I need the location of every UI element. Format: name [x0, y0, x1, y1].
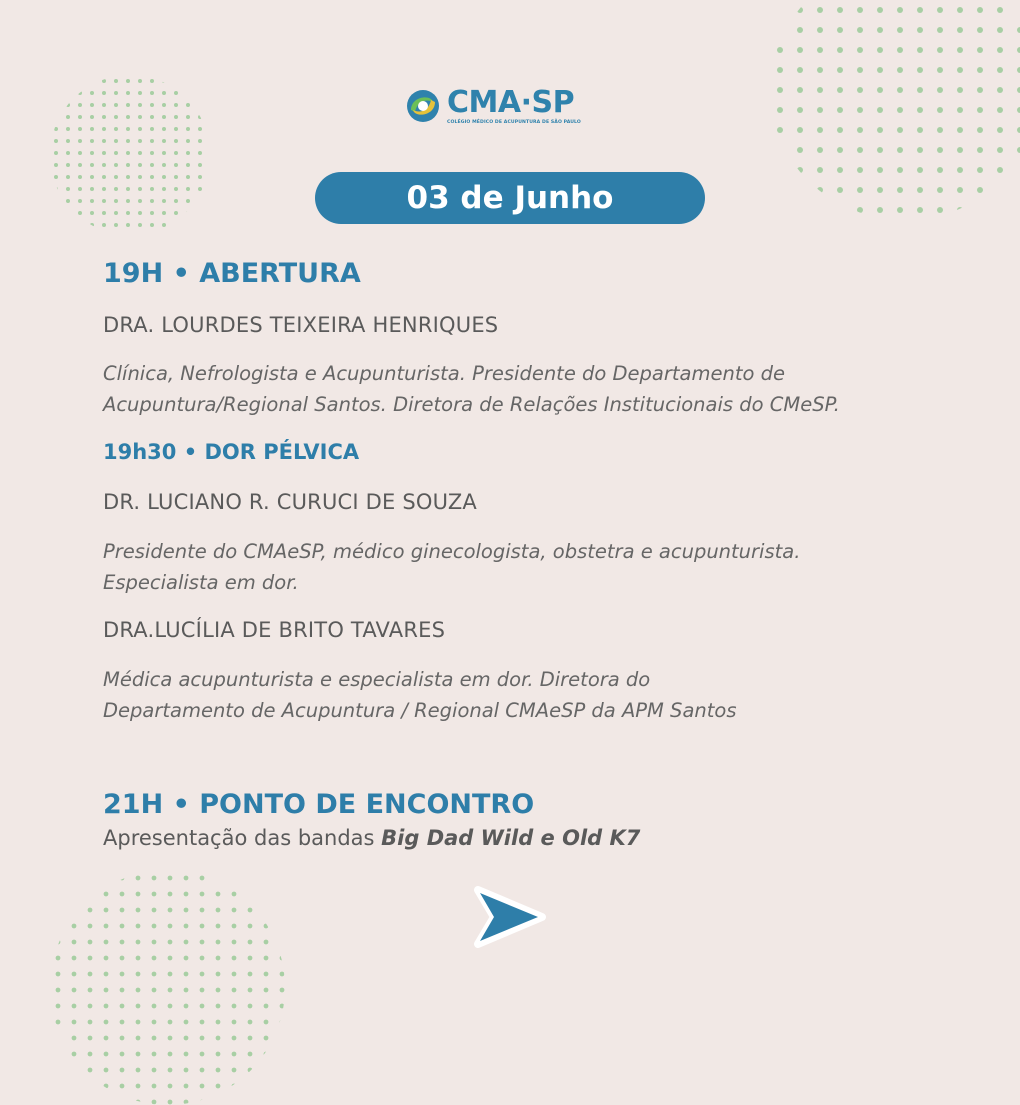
session-title: 19H • ABERTURA — [103, 258, 361, 289]
speaker-bio-line: Médica acupunturista e especialista em dor. Diretora do — [103, 668, 651, 691]
speaker-bio-line: Departamento de Acupuntura / Regional CMAeSP da APM Santos — [103, 699, 737, 722]
dot-pattern-bottom-left — [50, 870, 285, 1105]
description-prefix: Apresentação das bandas — [103, 826, 382, 850]
date-text: 03 de Junho — [406, 180, 614, 216]
speaker-bio-line: Especialista em dor. — [103, 571, 299, 594]
logo-tagline: COLÉGIO MÉDICO DE ACUPUNTURA DE SÃO PAULO — [447, 119, 581, 125]
date-banner — [315, 172, 705, 224]
speaker-name: DR. LUCIANO R. CURUCI DE SOUZA — [103, 490, 477, 514]
session-dor-pelvica — [103, 440, 953, 464]
band-names: Big Dad Wild e Old K7 — [381, 826, 641, 850]
session-title: 21H • PONTO DE ENCONTRO — [103, 789, 535, 820]
speaker-name: DRA. LOURDES TEIXEIRA HENRIQUES — [103, 313, 499, 337]
session-title: 19h30 • DOR PÉLVICA — [103, 440, 360, 464]
logo-mark-icon — [405, 88, 441, 124]
logo-name: CMA·SP — [447, 84, 575, 120]
next-arrow-icon[interactable] — [470, 884, 548, 950]
cmasp-logo — [405, 86, 620, 126]
speaker-name: DRA.LUCÍLIA DE BRITO TAVARES — [103, 618, 446, 642]
speaker-bio-line: Clínica, Nefrologista e Acupunturista. Presidente do Departamento de — [103, 362, 785, 385]
speaker-bio — [103, 664, 953, 726]
speaker-bio — [103, 358, 953, 420]
speaker-bio — [103, 536, 953, 598]
speaker-bio-line: Presidente do CMAeSP, médico ginecologista, obstetra e acupunturista. — [103, 540, 801, 563]
session-abertura — [103, 258, 953, 289]
dot-pattern-top-right — [770, 0, 1020, 220]
session-ponto-de-encontro — [103, 789, 953, 820]
speaker-bio-line: Acupuntura/Regional Santos. Diretora de Relações Institucionais do CMeSP. — [103, 393, 840, 416]
session-description — [103, 826, 953, 850]
dot-pattern-top-left — [50, 75, 210, 235]
